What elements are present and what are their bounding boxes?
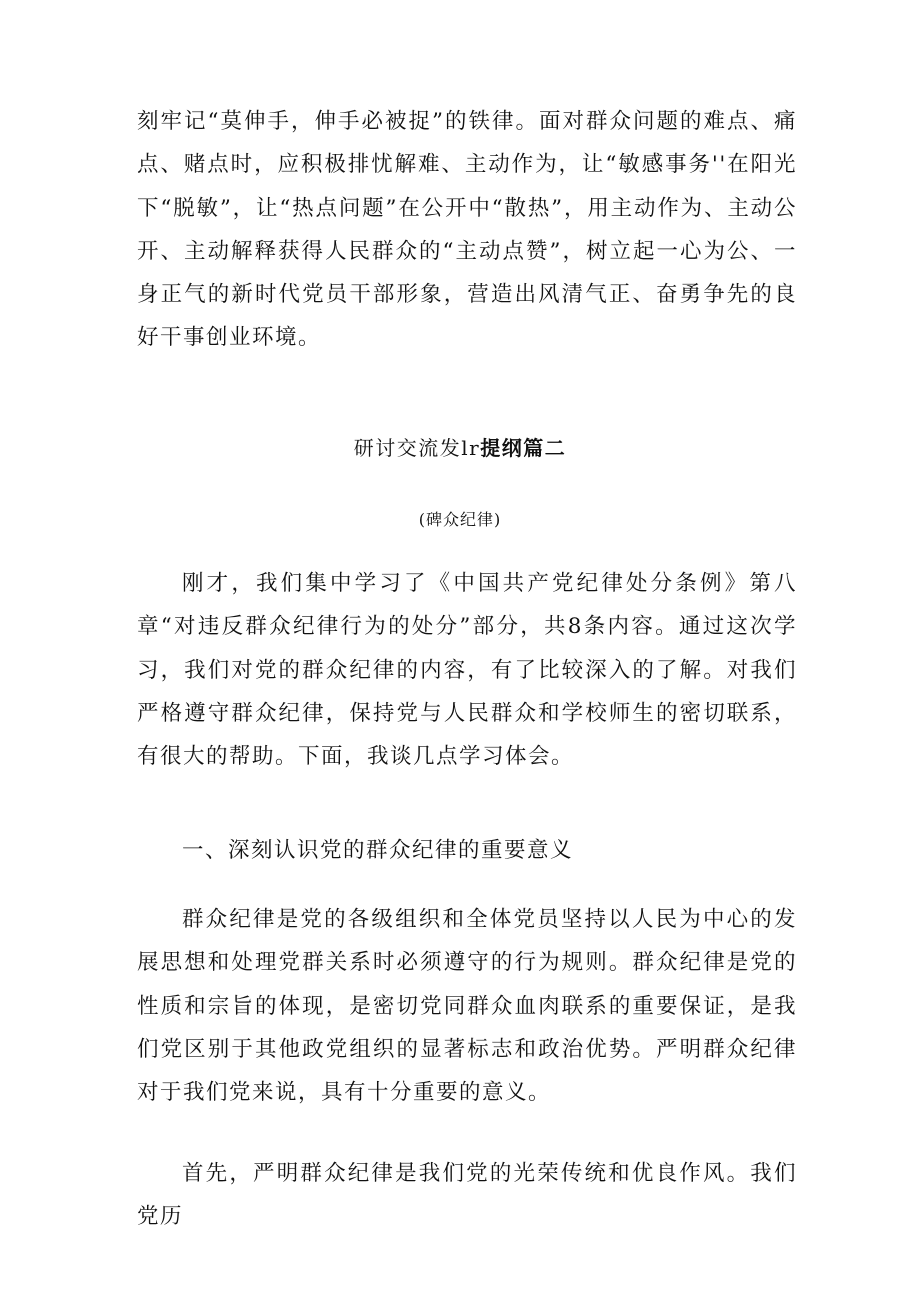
paragraph-significance: 群众纪律是党的各级组织和全体党员坚持以人民为中心的发展思想和处理党群关系时必须遵守的行为规则。群众纪律是党的性质和宗旨的体现，是密切党同群众血肉联系的重要保证，是我们党区别于其他政党组织的显著标志和政治优势。严明群众纪律对于我们党来说，具有十分重要的意义。: [137, 907, 797, 1106]
section-title-normal: 研讨交流发lr: [353, 436, 481, 460]
section-title-bold: 提纲篇二: [480, 436, 567, 460]
paragraph-first-point: 首先，严明群众纪律是我们党的光荣传统和优良作风。我们党历: [137, 1161, 797, 1230]
paragraph-intro: 刚才，我们集中学习了《中国共产党纪律处分条例》第八章“对违反群众纪律行为的处分”部分，共8条内容。通过这次学习，我们对党的群众纪律的内容，有了比较深入的了解。对我们严格遵守群众纪律，保持党与人民群众和学校师生的密切联系，有很大的帮助。下面，我谈几点学习体会。: [137, 571, 797, 770]
paragraph-continuation: 刻牢记“莫伸手，伸手必被捉”的铁律。面对群众问题的难点、痛点、赌点时，应积极排忧解难、主动作为，让“敏感事务''在阳光下“脱敏”，让“热点问题”在公开中“散热”，用主动作为、主动公开、主动解释获得人民群众的“主动点赞”，树立起一心为公、一身正气的新时代党员干部形象，营造出风清气正、奋勇争先的良好干事创业环境。: [137, 109, 797, 351]
section-title: [0, 432, 920, 461]
heading-one: 一、深刻认识党的群众纪律的重要意义: [182, 838, 574, 863]
section-subtitle: (碑众纪律): [418, 510, 502, 529]
